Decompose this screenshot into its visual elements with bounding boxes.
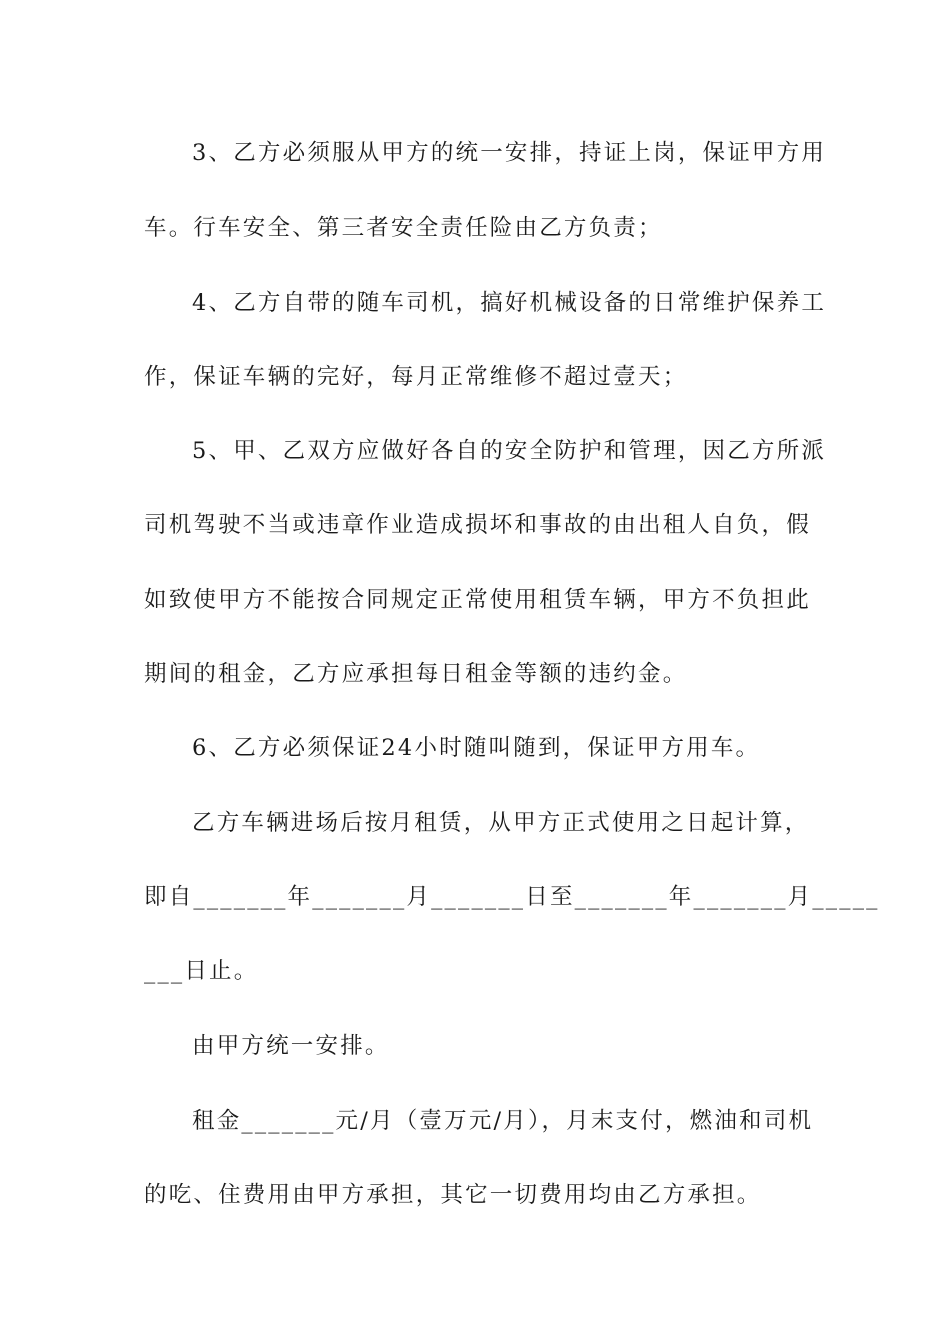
clause-3-line-2: 车。行车安全、第三者安全责任险由乙方负责； [144,215,663,241]
clause-6-line-1: 6、乙方必须保证24小时随叫随到，保证甲方用车。 [192,735,761,761]
clause-4-line-1: 4、乙方自带的随车司机，搞好机械设备的日常维护保养工 [192,290,827,316]
clause-5-line-1: 5、甲、乙双方应做好各自的安全防护和管理，因乙方所派 [192,438,827,464]
clause-3-line-1: 3、乙方必须服从甲方的统一安排，持证上岗，保证甲方用 [192,140,827,166]
arrangement-line: 由甲方统一安排。 [192,1033,390,1059]
lease-term-date-line: 即自_______年_______月_______日至_______年_______月_____ [144,884,880,910]
rent-line-1: 租金_______元/月（壹万元/月），月末支付，燃油和司机 [192,1108,814,1134]
clause-5-line-2: 司机驾驶不当或违章作业造成损坏和事故的由出租人自负，假 [144,512,811,538]
clause-5-line-3: 如致使甲方不能按合同规定正常使用租赁车辆，甲方不负担此 [144,587,811,613]
lease-term-line-1: 乙方车辆进场后按月租赁，从甲方正式使用之日起计算， [192,810,810,836]
rent-line-2: 的吃、住费用由甲方承担，其它一切费用均由乙方承担。 [144,1182,762,1208]
lease-term-end-line: ___日止。 [144,958,259,984]
clause-5-line-4: 期间的租金，乙方应承担每日租金等额的违约金。 [144,661,688,687]
clause-4-line-2: 作，保证车辆的完好，每月正常维修不超过壹天； [144,364,688,390]
